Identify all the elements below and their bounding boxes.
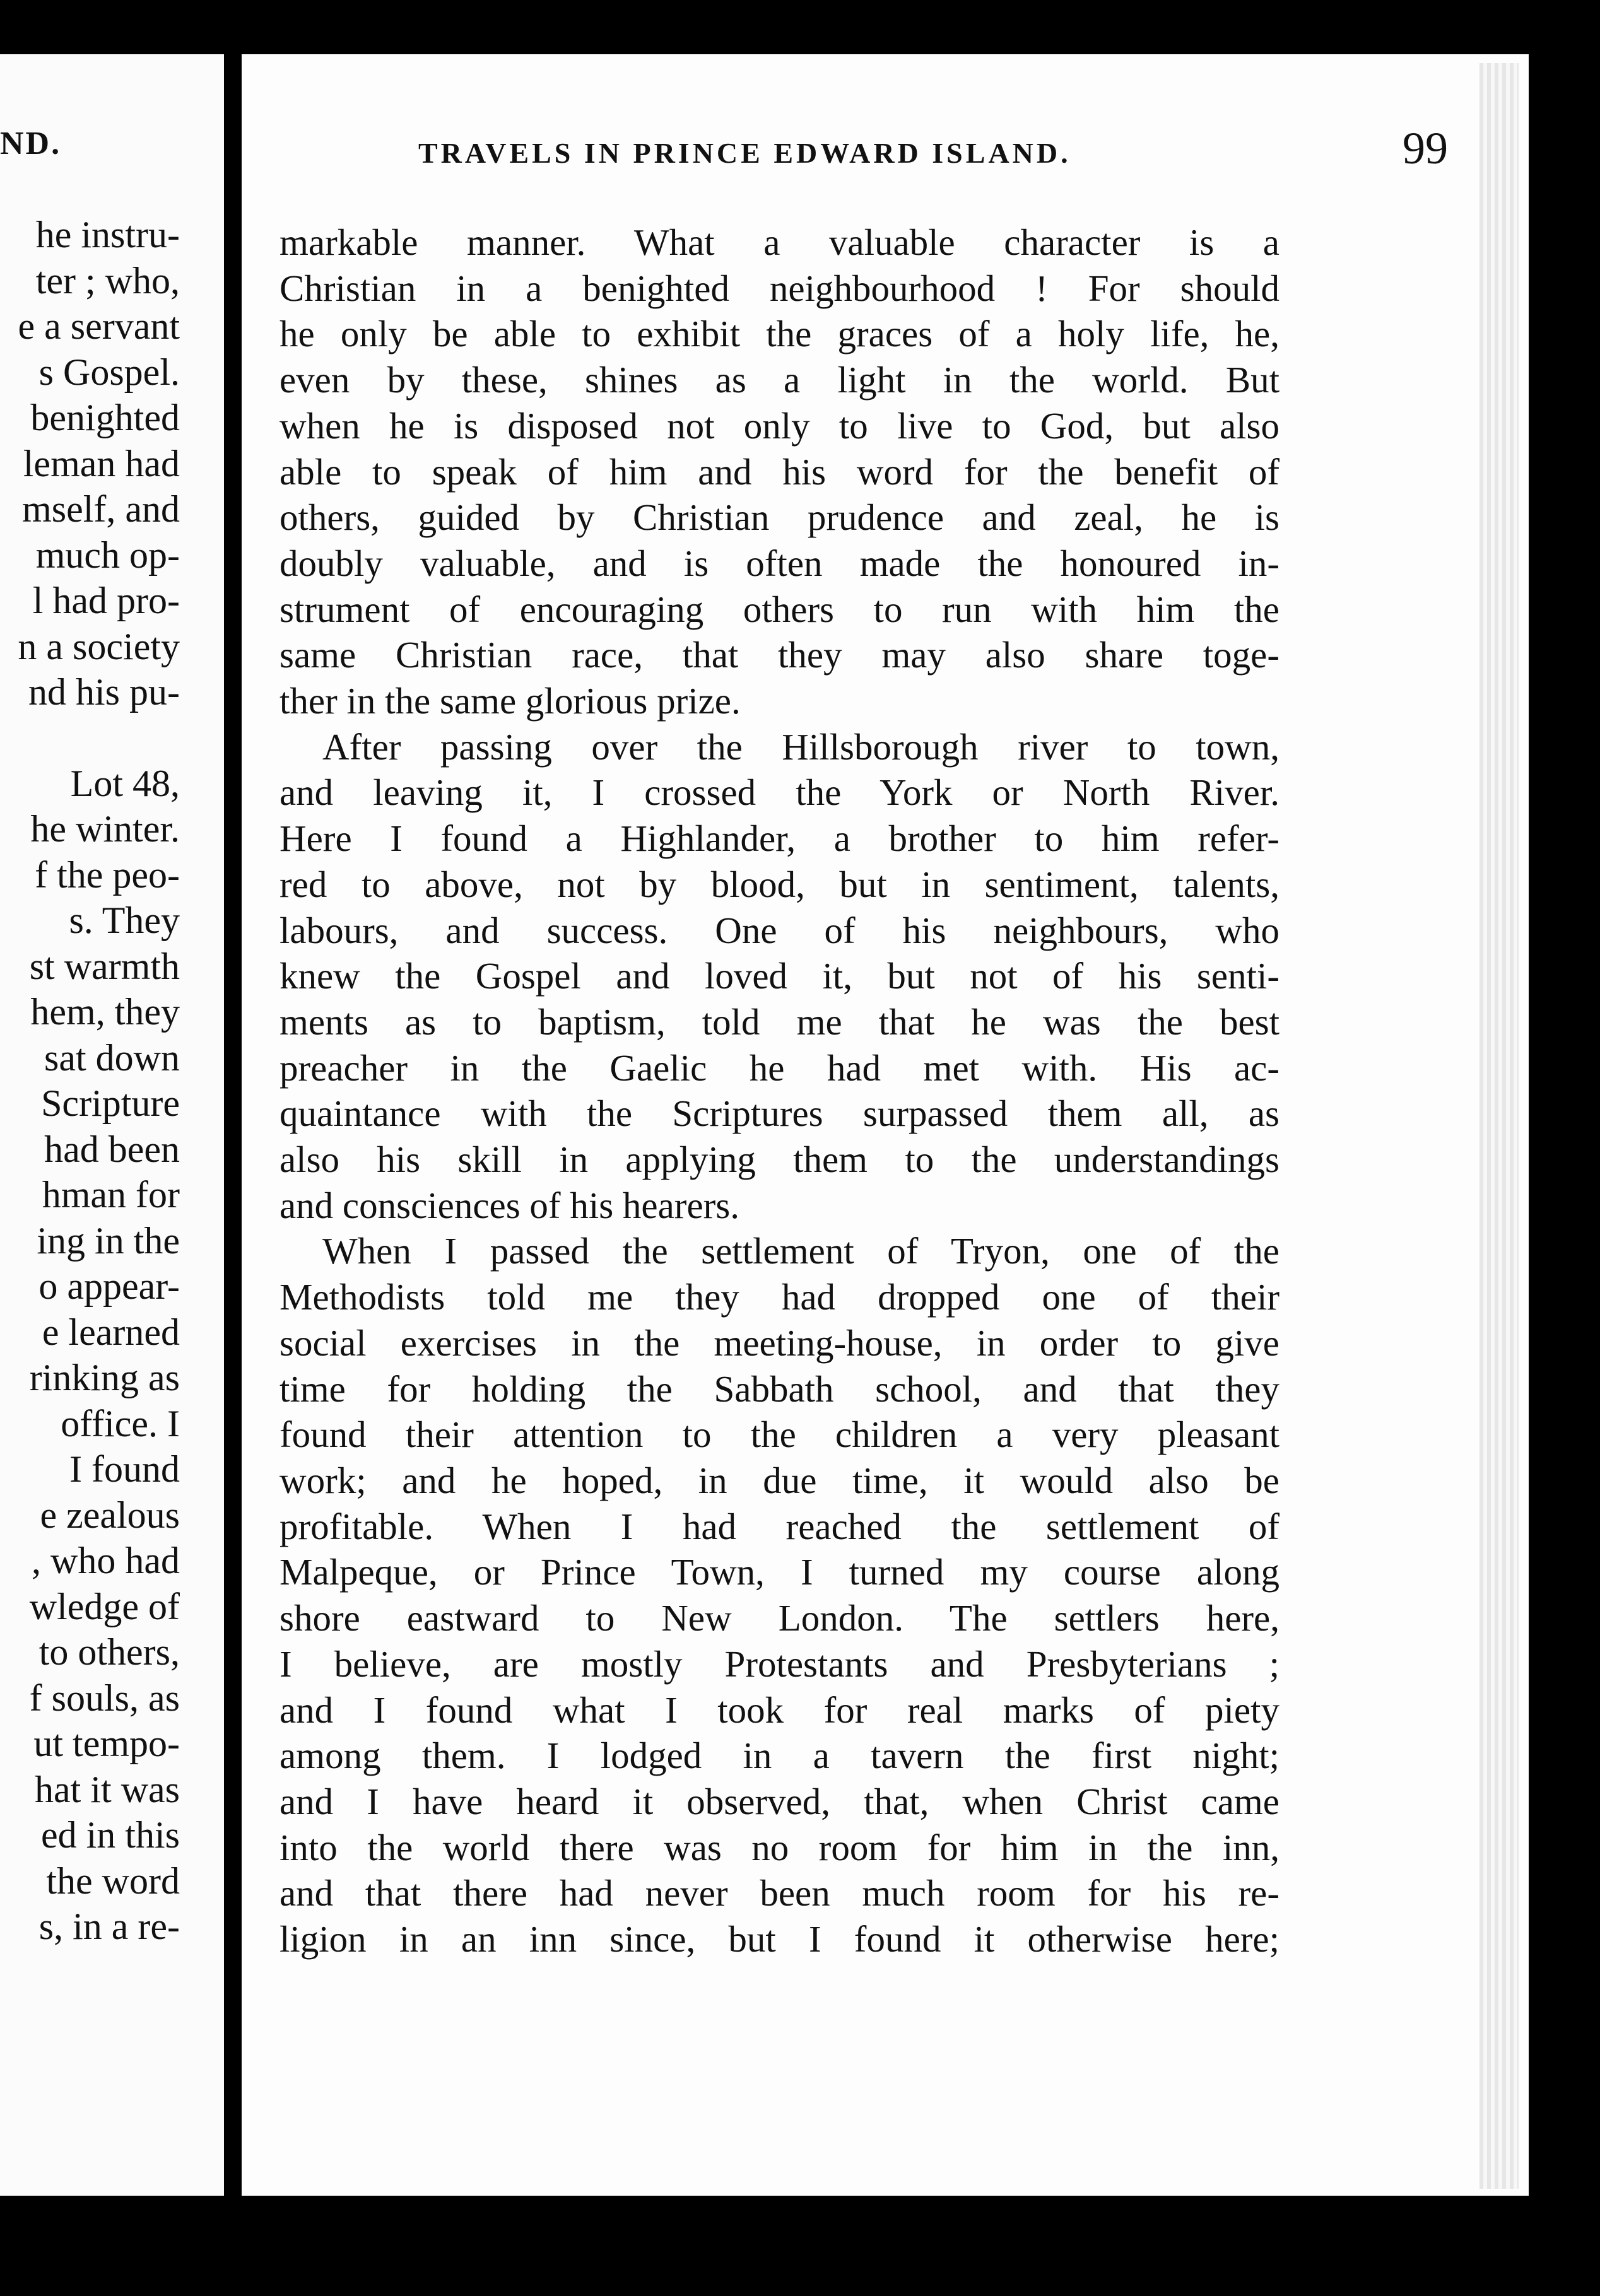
left-page-line: f the peo- bbox=[35, 853, 180, 896]
text-line: Methodists told me they had dropped one of their bbox=[279, 1276, 1279, 1318]
text-line: among them. I lodged in a tavern the first night; bbox=[279, 1735, 1279, 1777]
left-page-line: , who had bbox=[32, 1540, 180, 1581]
text-line: into the world there was no room for him in the inn, bbox=[279, 1826, 1279, 1868]
left-page-text bbox=[18, 212, 180, 1950]
left-page-line: ing in the bbox=[37, 1219, 180, 1262]
left-page-line: e a servant bbox=[18, 305, 180, 347]
text-line: quaintance with the Scriptures surpassed them all, as bbox=[279, 1092, 1279, 1135]
text-line: When I passed the settlement of Tryon, one of the bbox=[322, 1230, 1279, 1272]
running-head-title: TRAVELS IN PRINCE EDWARD ISLAND. bbox=[418, 137, 1071, 169]
page-body-text bbox=[279, 220, 1279, 1962]
text-line: and I found what I took for real marks of piety bbox=[279, 1689, 1279, 1731]
left-page-line: s Gospel. bbox=[38, 351, 180, 393]
left-page-line: l had pro- bbox=[32, 580, 180, 621]
left-page-line: office. I bbox=[61, 1402, 180, 1444]
left-page-line: n a society bbox=[18, 625, 180, 667]
left-page-line: Scripture bbox=[41, 1082, 180, 1124]
text-line: social exercises in the meeting-house, in order to give bbox=[279, 1321, 1279, 1364]
page-number: 99 bbox=[1403, 123, 1448, 173]
left-page-line: wledge of bbox=[29, 1585, 180, 1627]
text-line: able to speak of him and his word for the benefit of bbox=[279, 450, 1279, 493]
text-line: labours, and success. One of his neighbours, who bbox=[279, 909, 1279, 951]
left-page-line: benighted bbox=[30, 397, 180, 438]
left-page-gap bbox=[18, 715, 180, 761]
left-running-head-fragment: ND. bbox=[0, 126, 62, 161]
text-line: shore eastward to New London. The settlers here, bbox=[279, 1597, 1279, 1639]
text-line: After passing over the Hillsborough river to town, bbox=[322, 725, 1279, 768]
left-page-line: hman for bbox=[42, 1174, 180, 1215]
text-line: red to above, not by blood, but in sentiment, talents, bbox=[279, 863, 1279, 905]
text-line: time for holding the Sabbath school, and that they bbox=[279, 1368, 1279, 1410]
left-page-line: hem, they bbox=[30, 991, 180, 1033]
text-line: and I have heard it observed, that, when Christ came bbox=[279, 1780, 1279, 1822]
left-page-line: ed in this bbox=[41, 1814, 180, 1856]
text-line: strument of encouraging others to run with him the bbox=[279, 588, 1279, 630]
text-line: markable manner. What a valuable character is a bbox=[279, 221, 1279, 263]
text-line: and that there had never been much room for his re- bbox=[279, 1872, 1279, 1914]
left-page-line: ut tempo- bbox=[33, 1723, 180, 1764]
text-line: same Christian race, that they may also share toge- bbox=[279, 634, 1279, 676]
left-page-line: s, in a re- bbox=[38, 1906, 180, 1947]
text-line: I believe, are mostly Protestants and Presbyterians ; bbox=[279, 1643, 1279, 1685]
left-page-line: Lot 48, bbox=[70, 762, 180, 804]
text-line: Malpeque, or Prince Town, I turned my course along bbox=[279, 1551, 1279, 1593]
left-page-line: he winter. bbox=[30, 808, 180, 850]
text-line: doubly valuable, and is often made the honoured in- bbox=[279, 542, 1279, 584]
book-page bbox=[242, 54, 1529, 2196]
left-page-line: leman had bbox=[23, 442, 180, 484]
left-page-line: e learned bbox=[42, 1311, 180, 1353]
left-page-line: sat down bbox=[44, 1036, 180, 1079]
text-line: when he is disposed not only to live to God, but also bbox=[279, 404, 1279, 447]
text-line: also his skill in applying them to the understandings bbox=[279, 1139, 1279, 1181]
text-line: profitable. When I had reached the settlement of bbox=[279, 1505, 1279, 1547]
left-page-line: hat it was bbox=[35, 1768, 180, 1810]
text-line: and consciences of his hearers. bbox=[279, 1184, 740, 1226]
left-page-line: e zealous bbox=[40, 1494, 180, 1536]
text-line: ther in the same glorious prize. bbox=[279, 680, 741, 722]
text-line: ments as to baptism, told me that he was the best bbox=[279, 1000, 1279, 1043]
left-page-line: had been bbox=[44, 1128, 180, 1170]
left-page-line: st warmth bbox=[29, 945, 180, 987]
left-page-line: rinking as bbox=[29, 1357, 180, 1398]
page-edges bbox=[1479, 63, 1519, 2189]
text-line: he only be able to exhibit the graces of a holy life, he, bbox=[279, 313, 1279, 355]
text-line: and leaving it, I crossed the York or North River. bbox=[279, 771, 1279, 814]
text-line: found their attention to the children a very pleasant bbox=[279, 1414, 1279, 1456]
text-line: others, guided by Christian prudence and zeal, he is bbox=[279, 496, 1279, 539]
text-line: knew the Gospel and loved it, but not of his senti- bbox=[279, 955, 1279, 997]
left-page-line: to others, bbox=[38, 1631, 180, 1673]
text-line: Here I found a Highlander, a brother to him refer- bbox=[279, 817, 1279, 860]
left-page-line: nd his pu- bbox=[28, 671, 180, 713]
left-page-line: ter ; who, bbox=[35, 259, 180, 302]
left-page-line: f souls, as bbox=[29, 1677, 180, 1719]
left-page-line: the word bbox=[46, 1860, 180, 1902]
left-page-line: much op- bbox=[35, 534, 180, 576]
facing-page-left bbox=[0, 54, 224, 2196]
left-page-line: he instru- bbox=[35, 214, 180, 255]
left-page-line: s. They bbox=[69, 899, 180, 941]
text-line: Christian in a benighted neighbourhood ! For should bbox=[279, 267, 1279, 309]
text-line: ligion in an inn since, but I found it otherwise here; bbox=[279, 1918, 1279, 1960]
left-page-line: I found bbox=[69, 1448, 180, 1490]
left-page-line: mself, and bbox=[22, 488, 180, 530]
text-line: even by these, shines as a light in the world. But bbox=[279, 359, 1279, 401]
text-line: preacher in the Gaelic he had met with. His ac- bbox=[279, 1046, 1279, 1089]
left-page-line: o appear- bbox=[38, 1265, 180, 1307]
text-line: work; and he hoped, in due time, it would also be bbox=[279, 1459, 1279, 1501]
